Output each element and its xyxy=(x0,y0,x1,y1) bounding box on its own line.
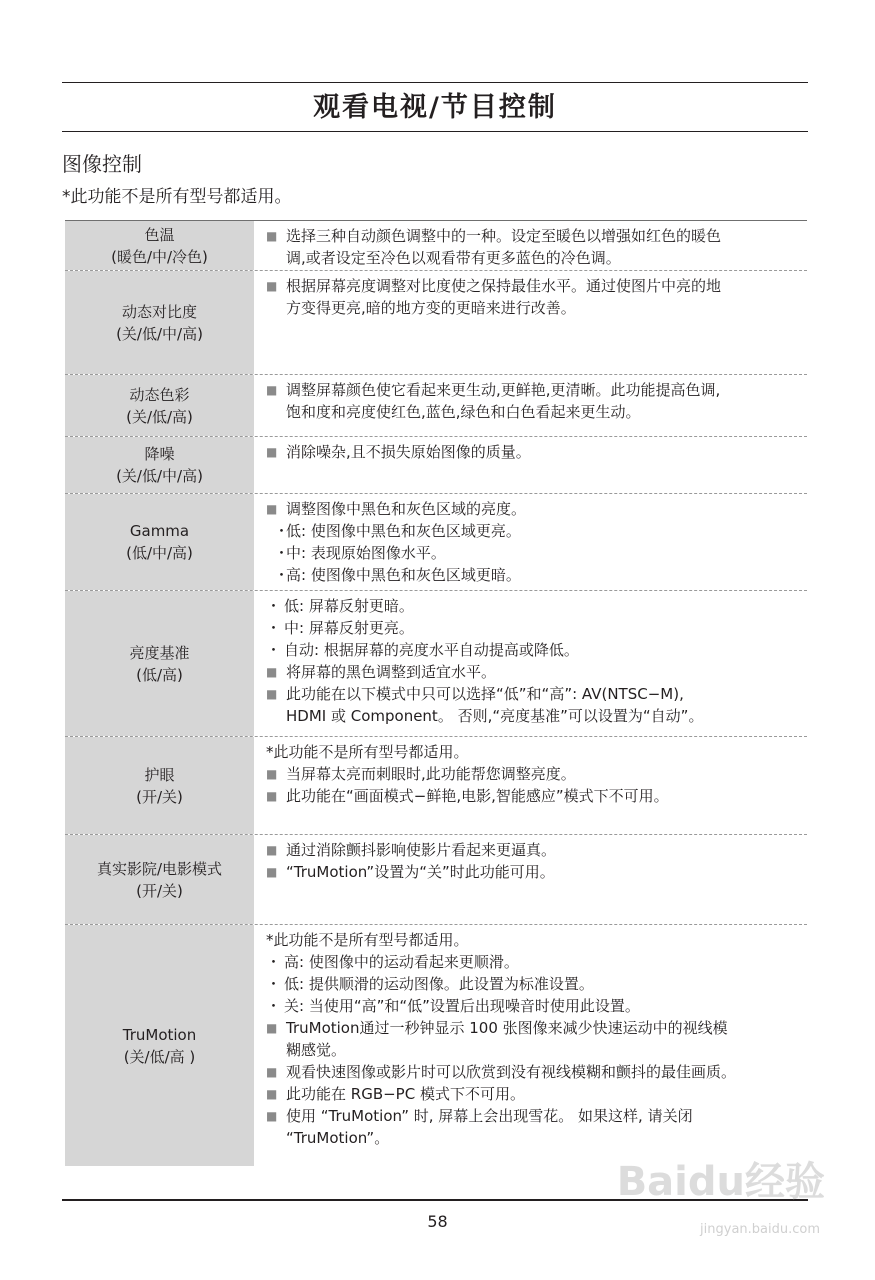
description-line: 糊感觉。 xyxy=(286,1041,347,1059)
table-row xyxy=(65,271,807,375)
description-line: ・ 高: 使图像中的运动看起来更顺滑。 xyxy=(266,951,803,973)
setting-options: (低/高) xyxy=(136,665,183,684)
description-line: HDMI 或 Component。 否则,“亮度基准”可以设置为“自动”。 xyxy=(286,707,704,725)
watermark-logo: Baidu经验 xyxy=(616,1159,825,1205)
description-line: 方变得更亮,暗的地方变的更暗来进行改善。 xyxy=(286,299,576,317)
setting-options: (关/低/高) xyxy=(126,407,193,426)
description-line: ・ 中: 表现原始图像水平。 xyxy=(266,542,803,564)
watermark-url: jingyan.baidu.com xyxy=(700,1222,820,1237)
setting-options: (关/低/中/高) xyxy=(116,467,203,485)
setting-label xyxy=(65,737,254,834)
page-title: 观看电视/节目控制 xyxy=(313,92,557,123)
setting-options: (关/低/中/高) xyxy=(116,324,203,343)
page-number: 58 xyxy=(427,1212,448,1231)
description-line: ・ 关: 当使用“高”和“低”设置后出现噪音时使用此设置。 xyxy=(266,995,803,1017)
table-row xyxy=(65,220,807,271)
description-line: ■ 当屏幕太亮而刺眼时,此功能帮您调整亮度。 xyxy=(266,763,803,785)
description-line: ・ 低: 提供顺滑的运动图像。此设置为标准设置。 xyxy=(266,973,803,995)
description-line: ■ TruMotion通过一秒钟显示 100 张图像来减少快速运动中的视线模 xyxy=(266,1017,803,1039)
table-row xyxy=(65,737,807,835)
setting-options: (暖色/中/冷色) xyxy=(111,247,208,266)
description-line: 调,或者设定至冷色以观看带有更多蓝色的冷色调。 xyxy=(286,249,621,267)
description-line: *此功能不是所有型号都适用。 xyxy=(266,743,469,761)
description-line: *此功能不是所有型号都适用。 xyxy=(266,931,469,949)
setting-label xyxy=(65,375,254,436)
setting-label xyxy=(65,925,254,1166)
description-line: ・ 高: 使图像中黑色和灰色区域更暗。 xyxy=(266,564,803,586)
description-line: ■ 此功能在“画面模式−鲜艳,电影,智能感应”模式下不可用。 xyxy=(266,785,803,807)
description-line: ■ 调整图像中黑色和灰色区域的亮度。 xyxy=(266,498,803,520)
setting-description xyxy=(254,437,807,493)
section-heading: 图像控制 xyxy=(62,152,142,176)
description-line: ■ 根据屏幕亮度调整对比度使之保持最佳水平。通过使图片中亮的地 xyxy=(266,275,803,297)
setting-description xyxy=(254,737,807,834)
setting-description xyxy=(254,925,807,1166)
description-line: ■ 使用 “TruMotion” 时, 屏幕上会出现雪花。 如果这样, 请关闭 xyxy=(266,1105,803,1127)
setting-name: 真实影院/电影模式 xyxy=(96,859,223,878)
setting-name: 色温 xyxy=(144,225,175,244)
table-row xyxy=(65,494,807,591)
title-underline xyxy=(62,131,808,132)
setting-description xyxy=(254,221,807,270)
description-line: ・ 自动: 根据屏幕的亮度水平自动提高或降低。 xyxy=(266,639,803,661)
description-line: ■ 将屏幕的黑色调整到适宜水平。 xyxy=(266,661,803,683)
setting-name: TruMotion xyxy=(122,1025,197,1044)
top-rule xyxy=(62,82,808,83)
setting-name: 降噪 xyxy=(144,445,175,463)
setting-label xyxy=(65,221,254,270)
setting-label xyxy=(65,835,254,924)
description-line: ■ 选择三种自动颜色调整中的一种。设定至暖色以增强如红色的暖色 xyxy=(266,225,803,247)
picture-settings-table xyxy=(65,220,807,1166)
setting-options: (开/关) xyxy=(136,787,183,806)
description-line: ・ 低: 屏幕反射更暗。 xyxy=(266,595,803,617)
setting-description xyxy=(254,835,807,924)
description-line: ・ 中: 屏幕反射更亮。 xyxy=(266,617,803,639)
setting-options: (低/中/高) xyxy=(126,544,193,562)
description-line: ■ 观看快速图像或影片时可以欣赏到没有视线模糊和颤抖的最佳画质。 xyxy=(266,1061,803,1083)
setting-name: 动态对比度 xyxy=(121,302,197,321)
description-line: “TruMotion”。 xyxy=(286,1129,390,1147)
description-line: ■ 消除噪杂,且不损失原始图像的质量。 xyxy=(266,441,803,463)
setting-label xyxy=(65,437,254,493)
setting-description xyxy=(254,271,807,374)
table-row xyxy=(65,591,807,737)
table-row xyxy=(65,437,807,494)
setting-name: 亮度基准 xyxy=(129,643,190,662)
description-line: ■ “TruMotion”设置为“关”时此功能可用。 xyxy=(266,861,803,883)
description-line: ■ 通过消除颤抖影响使影片看起来更逼真。 xyxy=(266,839,803,861)
setting-options: (开/关) xyxy=(136,881,183,900)
setting-name: 动态色彩 xyxy=(129,385,190,404)
setting-name: 护眼 xyxy=(144,765,175,784)
table-row xyxy=(65,375,807,437)
setting-description xyxy=(254,375,807,436)
setting-options: (关/低/高 ) xyxy=(123,1047,196,1066)
description-line: 饱和度和亮度使红色,蓝色,绿色和白色看起来更生动。 xyxy=(286,403,641,421)
description-line: ■ 调整屏幕颜色使它看起来更生动,更鲜艳,更清晰。此功能提高色调, xyxy=(266,379,803,401)
setting-label xyxy=(65,271,254,374)
setting-name: Gamma xyxy=(129,522,190,540)
description-line: ・ 低: 使图像中黑色和灰色区域更亮。 xyxy=(266,520,803,542)
table-row xyxy=(65,925,807,1166)
availability-note: *此功能不是所有型号都适用。 xyxy=(62,187,292,207)
setting-label xyxy=(65,494,254,590)
setting-description xyxy=(254,494,807,590)
description-line: ■ 此功能在 RGB−PC 模式下不可用。 xyxy=(266,1083,803,1105)
table-row xyxy=(65,835,807,925)
setting-description xyxy=(254,591,807,736)
description-line: ■ 此功能在以下模式中只可以选择“低”和“高”: AV(NTSC−M), xyxy=(266,683,803,705)
setting-label xyxy=(65,591,254,736)
